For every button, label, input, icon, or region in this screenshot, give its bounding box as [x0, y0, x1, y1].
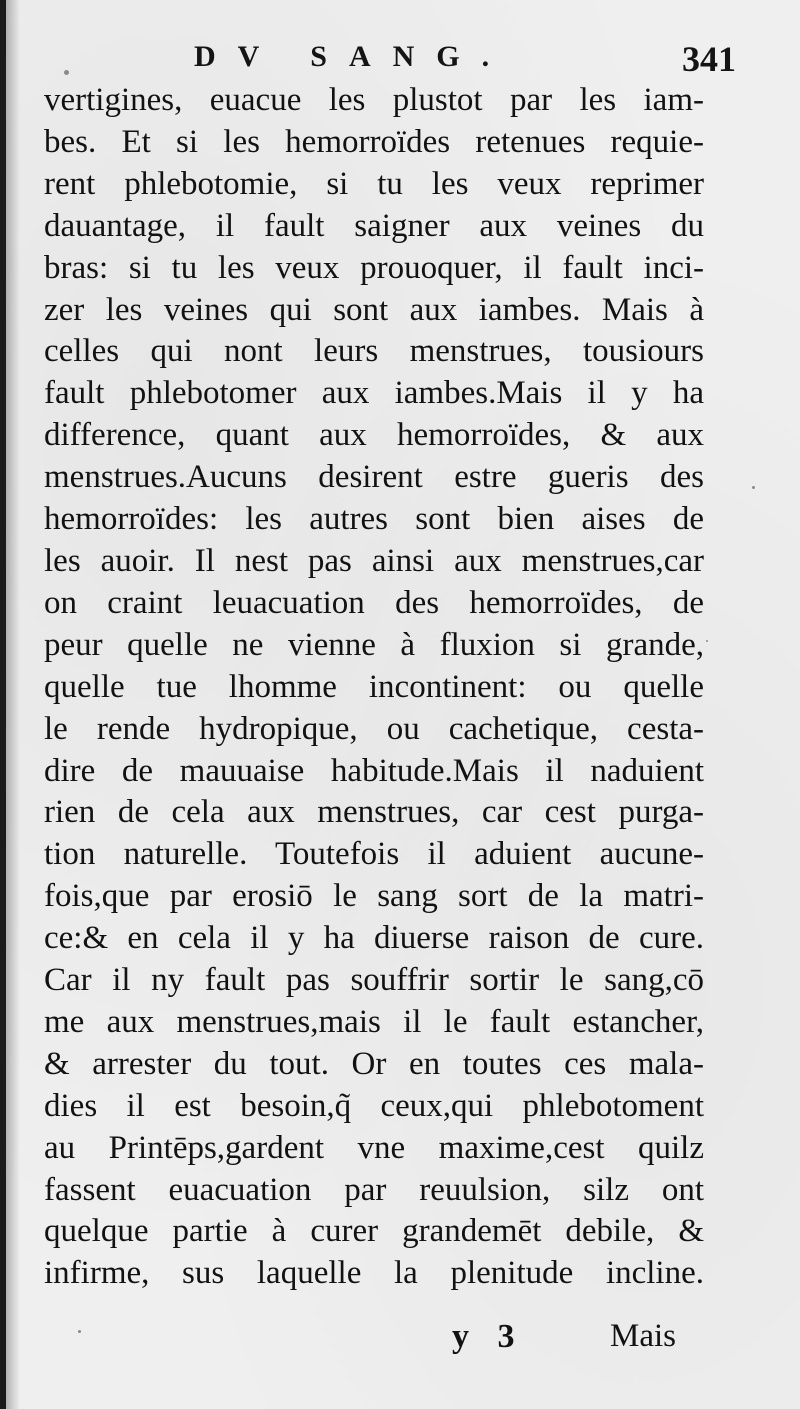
gutter-shadow [6, 0, 20, 1409]
book-page [6, 0, 800, 1409]
ink-speck [752, 486, 755, 489]
signature-mark: y 3 [452, 1318, 525, 1355]
text-line: dies il est besoin,q̃ ceux,qui phlebotoment [44, 1087, 704, 1124]
text-line: au Printēps,gardent vne maxime,cest quilz [44, 1129, 704, 1166]
page-number: 341 [682, 39, 736, 79]
catchword: Mais [610, 1318, 676, 1354]
text-line: vertigines, euacue les plustot par les iam- [44, 82, 704, 118]
text-line: Car il ny fault pas souffrir sortir le sang,cō [44, 962, 704, 999]
text-line: celles qui nont leurs menstrues, tousiours [44, 333, 704, 370]
text-line: le rende hydropique, ou cachetique, cesta- [44, 710, 704, 747]
text-line: peur quelle ne vienne à fluxion si grande, [44, 626, 704, 663]
text-line: rien de cela aux menstrues, car cest purga- [44, 794, 704, 831]
text-line: ce:& en cela il y ha diuerse raison de cure. [44, 920, 704, 957]
text-line: me aux menstrues,mais il le fault estancher, [44, 1003, 704, 1040]
text-line: menstrues.Aucuns desirent estre gueris des [44, 459, 704, 496]
text-line: bes. Et si les hemorroïdes retenues requie- [44, 123, 704, 160]
page-footer [6, 1318, 800, 1368]
text-line: quelque partie à curer grandemēt debile, & [44, 1213, 704, 1250]
text-line: infirme, sus laquelle la plenitude incline. [44, 1255, 704, 1292]
text-line: difference, quant aux hemorroïdes, & aux [44, 417, 704, 454]
text-line: fassent euacuation par reuulsion, silz ont [44, 1171, 704, 1208]
running-head: DV SANG. [194, 40, 512, 73]
ink-speck [78, 1330, 81, 1333]
text-line: on craint leuacuation des hemorroïdes, de [44, 584, 704, 621]
text-line: les auoir. Il nest pas ainsi aux menstrues,car [44, 542, 704, 579]
text-line: & arrester du tout. Or en toutes ces mala- [44, 1045, 704, 1082]
text-line: fois,que par erosiō le sang sort de la matri- [44, 878, 704, 915]
text-line: fault phlebotomer aux iambes.Mais il y ha [44, 375, 704, 412]
text-line: zer les veines qui sont aux iambes. Mais à [44, 291, 704, 328]
text-line: dauantage, il fault saigner aux veines du [44, 207, 704, 244]
text-line: dire de mauuaise habitude.Mais il naduient [44, 752, 704, 789]
ink-speck [64, 70, 69, 75]
text-line: tion naturelle. Toutefois il aduient aucune- [44, 836, 704, 873]
text-line: bras: si tu les veux prouoquer, il fault inci- [44, 249, 704, 286]
body-text [44, 80, 704, 1295]
text-line: rent phlebotomie, si tu les veux reprimer [44, 165, 704, 202]
text-line: hemorroïdes: les autres sont bien aises de [44, 501, 704, 538]
text-line: quelle tue lhomme incontinent: ou quelle [44, 668, 704, 705]
ink-speck [706, 640, 708, 642]
